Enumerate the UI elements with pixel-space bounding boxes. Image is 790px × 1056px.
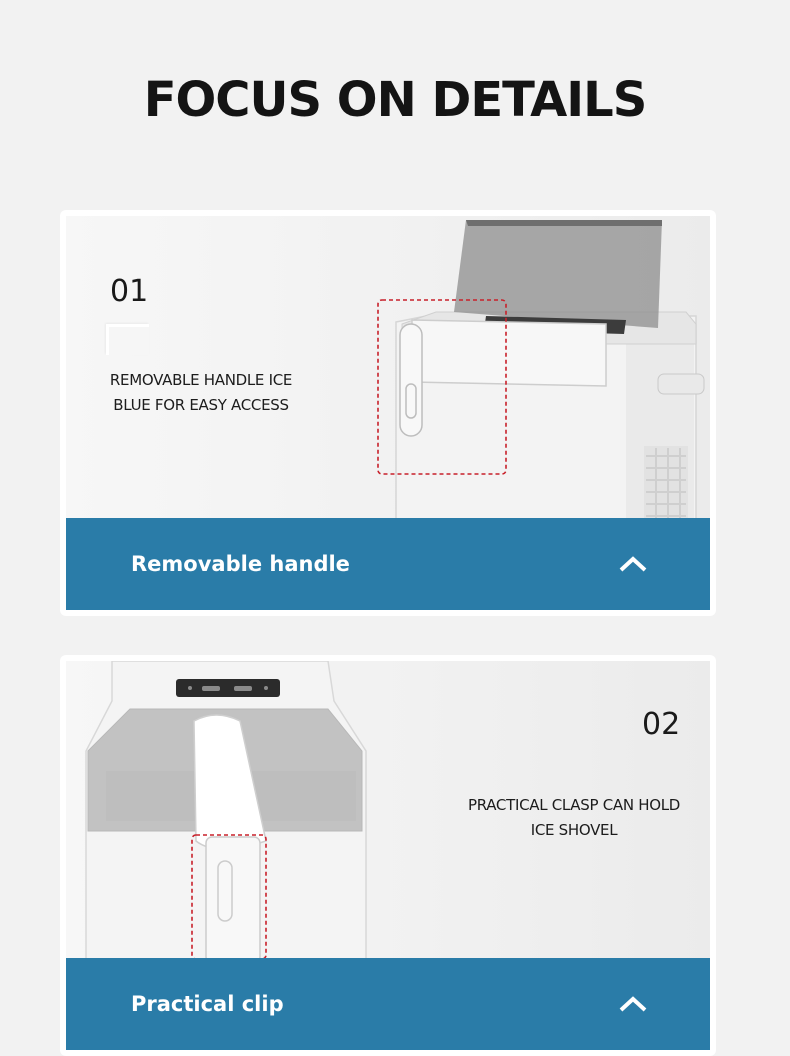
chevron-up-icon [618,994,648,1014]
feature-description-line: BLUE FOR EASY ACCESS [113,396,289,414]
feature-description-line: PRACTICAL CLASP CAN HOLD [467,796,681,814]
feature-number: 02 [642,707,681,742]
product-photo-clip [66,661,710,963]
feature-description-line: REMOVABLE HANDLE ICE [109,371,293,389]
product-photo-handle [66,216,710,524]
feature-description-line: ICE SHOVEL [530,821,618,839]
chevron-up-icon [618,554,648,574]
feature-description [86,368,316,418]
page-title: FOCUS ON DETAILS [143,72,647,128]
accent-bracket [106,324,149,355]
feature-card-practical-clip [60,655,716,1056]
feature-bar-label: Practical clip [131,992,284,1016]
feature-bar-label: Removable handle [131,552,350,576]
collapse-toggle[interactable] [618,554,648,574]
feature-bar[interactable] [66,518,710,610]
collapse-toggle[interactable] [618,994,648,1014]
feature-card-removable-handle [60,210,716,616]
feature-description [434,793,710,843]
feature-bar[interactable] [66,958,710,1050]
feature-number: 01 [110,274,149,309]
